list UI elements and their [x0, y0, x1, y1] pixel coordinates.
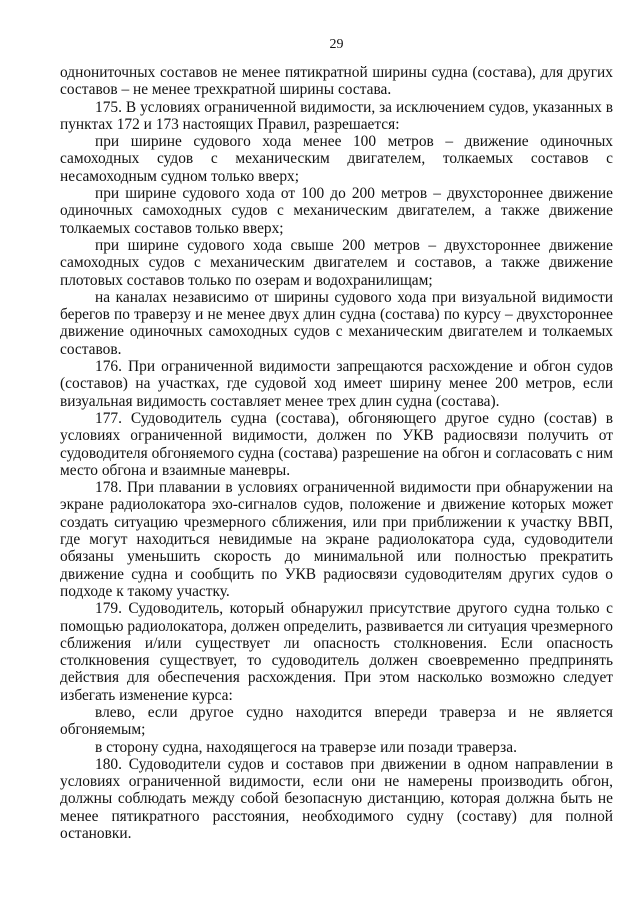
paragraph-175: 175. В условиях ограниченной видимости, за исключением судов, указанных в пунктах 172 и 173 настоящих Правил, разрешается:	[60, 98, 613, 133]
document-body	[60, 64, 613, 842]
paragraph-continued: однониточных составов не менее пятикратной ширины судна (состава), для других составов – не менее трехкратной ширины состава.	[60, 64, 613, 99]
paragraph-179-left: влево, если другое судно находится впереди траверза и не является обгоняемым;	[60, 703, 613, 739]
paragraph-177: 177. Судоводитель судна (состава), обгоняющего другое судно (состав) в условиях ограниченной видимости, должен по УКВ радиосвязи получить от судоводителя обгоняемого судна (состава) разрешение на обгон и согласовать с ним место обгона и взаимные маневры.	[60, 409, 613, 479]
paragraph-175-narrow-channel: при ширине судового хода менее 100 метров – движение одиночных самоходных судов с механическим двигателем, толкаемых составов с несамоходным судном только вверх;	[60, 133, 613, 185]
paragraph-175-canals: на каналах независимо от ширины судового хода при визуальной видимости берегов по траверзу и не менее двух длин судна (состава) по курсу – двухстороннее движение одиночных самоходных судов с механическим двигателем и толкаемых составов.	[60, 288, 613, 358]
paragraph-179-toward: в сторону судна, находящегося на траверзе или позади траверза.	[95, 738, 517, 756]
paragraph-178: 178. При плавании в условиях ограниченной видимости при обнаружении на экране радиолокатора эхо-сигналов судов, положение и движение которых может создать ситуацию чрезмерного сближения, или при приближении к участку ВВП, где могут находиться невидимые на экране радиолокатора суда, судоводители обязаны уменьшить скорость до минимальной или полностью прекратить движение судна и сообщить по УКВ радиосвязи судоводителям других судов о подходе к такому участку.	[60, 479, 613, 600]
document-page	[60, 0, 613, 905]
page-number: 29	[329, 37, 344, 52]
paragraph-180: 180. Судоводители судов и составов при движении в одном направлении в условиях ограниченной видимости, если они не намерены производить обгон, должны соблюдать между собой безопасную дистанцию, которая должна быть не менее пятикратного расстояния, необходимого судну (составу) для полной остановки.	[60, 755, 613, 843]
paragraph-176: 176. При ограниченной видимости запрещаются расхождение и обгон судов (составов) на участках, где судовой ход имеет ширину менее 200 метров, если визуальная видимость составляет менее трех длин судна (состава).	[60, 358, 613, 410]
paragraph-175-medium-channel: при ширине судового хода от 100 до 200 метров – двухстороннее движение одиночных самоходных судов с механическим двигателем, а также движение толкаемых составов только вверх;	[60, 185, 613, 237]
paragraph-175-wide-channel: при ширине судового хода свыше 200 метров – двухстороннее движение самоходных судов с механическим двигателем и составов, а также движение плотовых составов только по озерам и водохранилищам;	[60, 236, 613, 289]
paragraph-179: 179. Судоводитель, который обнаружил присутствие другого судна только с помощью радиолокатора, должен определить, развивается ли ситуация чрезмерного сближения и/или существует ли опасность столкновения. Если опасность столкновения существует, то судоводитель должен своевременно предпринять действия для обеспечения расхождения. При этом насколько возможно следует избегать изменение курса:	[60, 600, 613, 704]
